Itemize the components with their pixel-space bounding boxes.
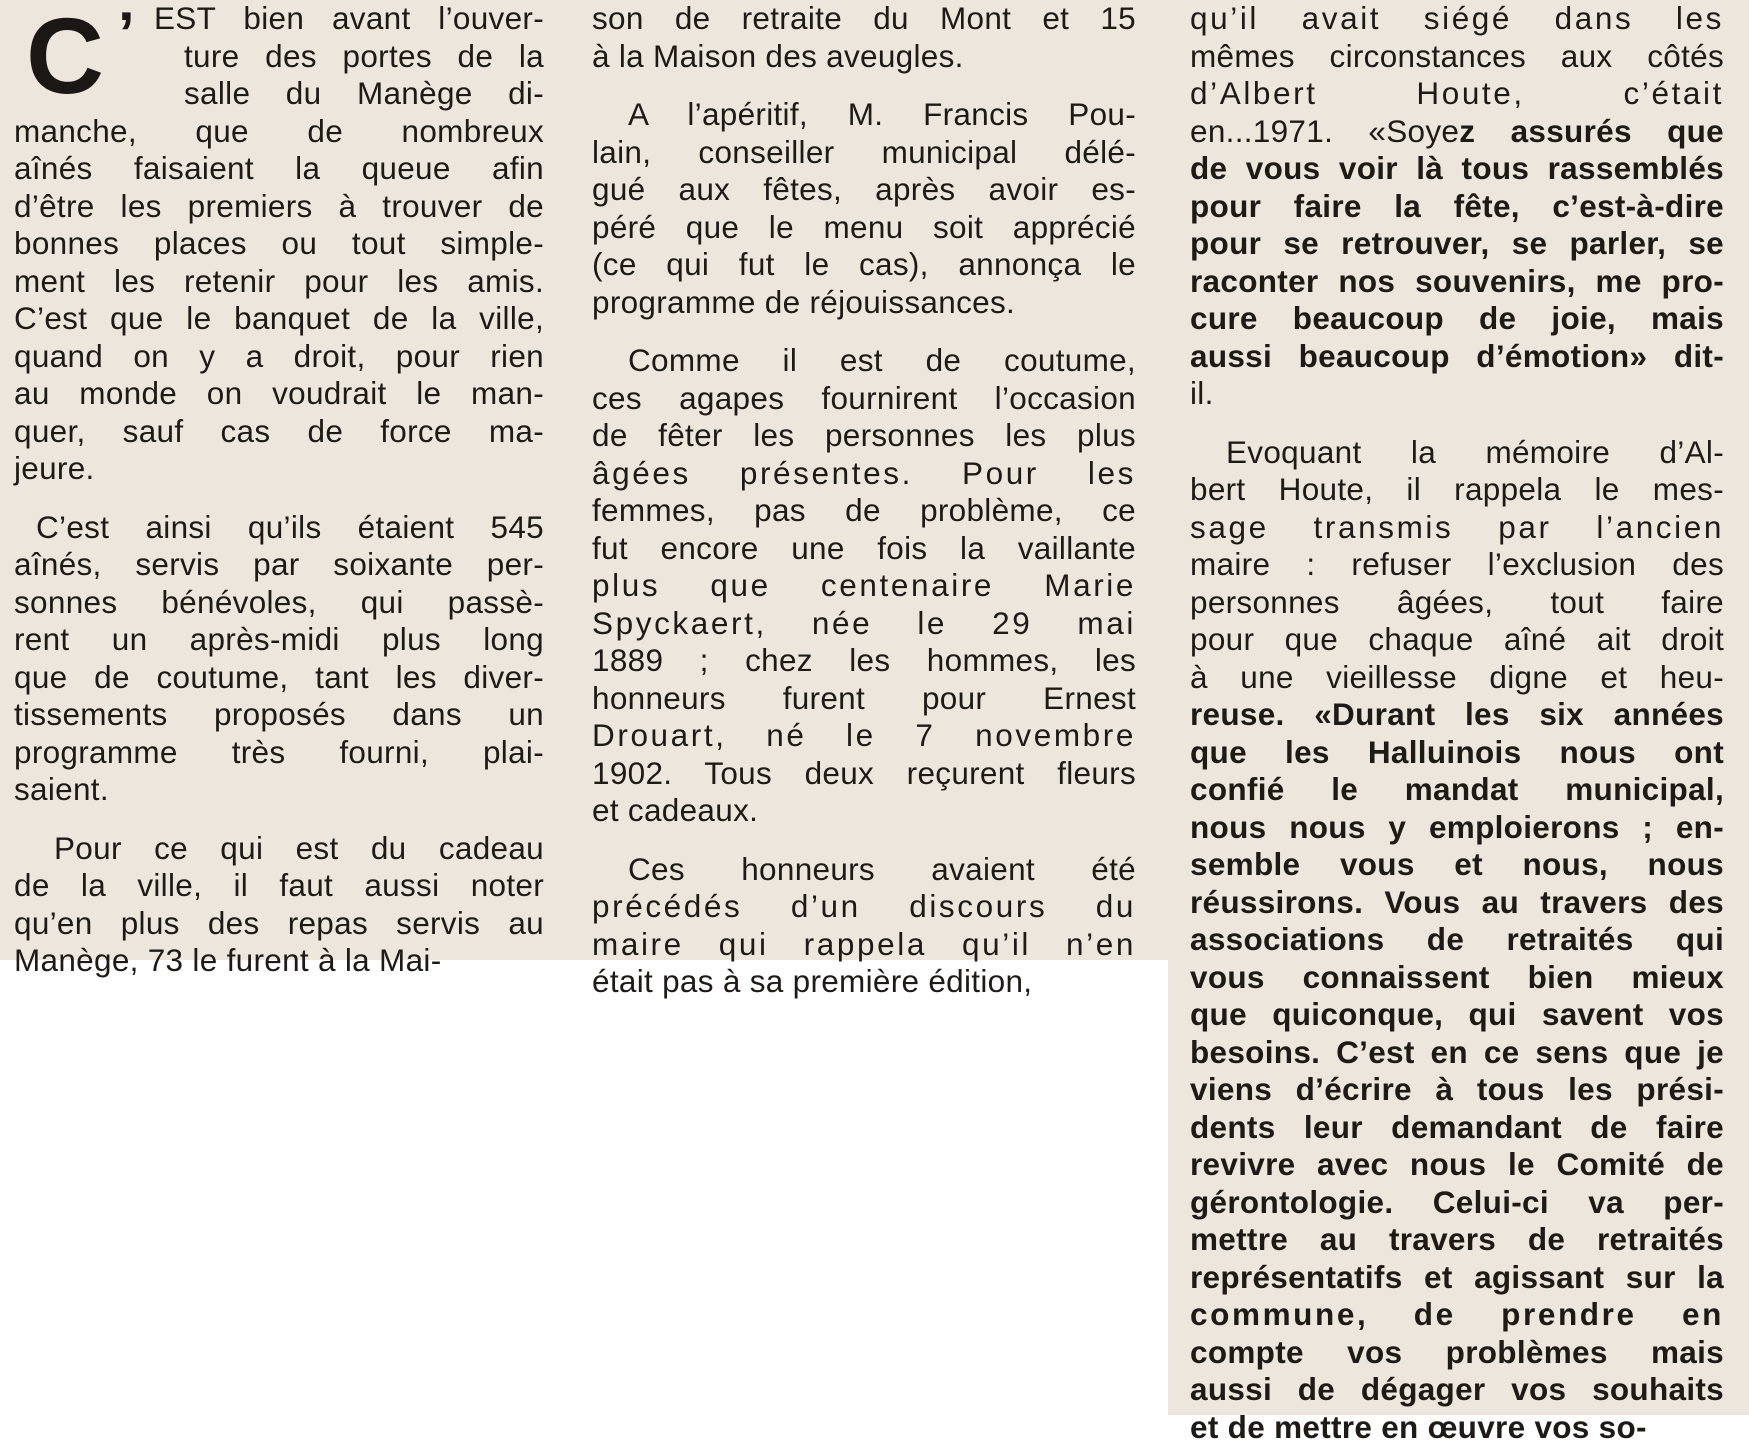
column-3-line: vous connaissent bien mieux xyxy=(1190,959,1724,997)
column-3-line: aussi beaucoup d’émotion» dit- xyxy=(1190,338,1724,376)
column-2-line: maire qui rappela qu’il n’en xyxy=(592,926,1136,964)
column-1-line: Pour ce qui est du cadeau xyxy=(14,830,544,868)
column-3-line: de vous voir là tous rassemblés xyxy=(1190,150,1724,188)
paragraph-gap xyxy=(592,321,1136,342)
column-1-line: au monde on voudrait le man- xyxy=(14,375,544,413)
column-3-line: Evoquant la mémoire d’Al- xyxy=(1190,434,1724,472)
column-3-line: nous nous y emploierons ; en- xyxy=(1190,809,1724,847)
column-2-line: femmes, pas de problème, ce xyxy=(592,492,1136,530)
column-1-line: que de coutume, tant les diver- xyxy=(14,659,544,697)
column-3-line: que les Halluinois nous ont xyxy=(1190,734,1724,772)
paragraph-gap xyxy=(14,809,544,830)
drop-cap-apostrophe: ’ xyxy=(118,4,135,64)
column-3-line: reuse. «Durant les six années xyxy=(1190,696,1724,734)
column-2-line: péré que le menu soit apprécié xyxy=(592,209,1136,247)
column-3-line: qu’il avait siégé dans les xyxy=(1190,0,1724,38)
column-2-line: 1889 ; chez les hommes, les xyxy=(592,642,1136,680)
column-1-line: Manège, 73 le furent à la Mai- xyxy=(14,942,544,980)
column-1-line: tissements proposés dans un xyxy=(14,696,544,734)
column-3-line: pour que chaque aîné ait droit xyxy=(1190,621,1724,659)
paragraph-gap xyxy=(592,830,1136,851)
column-3-line: à une vieillesse digne et heu- xyxy=(1190,659,1724,697)
column-1-line: manche, que de nombreux xyxy=(14,113,544,151)
column-2-line: était pas à sa première édition, xyxy=(592,963,1136,1001)
column-1-line: qu’en plus des repas servis au xyxy=(14,905,544,943)
column-3-line: commune, de prendre en xyxy=(1190,1296,1724,1334)
column-2-line: à la Maison des aveugles. xyxy=(592,38,1136,76)
column-1-line: de la ville, il faut aussi noter xyxy=(14,867,544,905)
column-3-line: mettre au travers de retraités xyxy=(1190,1221,1724,1259)
column-3-line: représentatifs et agissant sur la xyxy=(1190,1259,1724,1297)
column-3-line: réussirons. Vous au travers des xyxy=(1190,884,1724,922)
column-1-line: d’être les premiers à trouver de xyxy=(14,188,544,226)
column-2-line: honneurs furent pour Ernest xyxy=(592,680,1136,718)
column-2-line: Drouart, né le 7 novembre xyxy=(592,717,1136,755)
column-3-line: associations de retraités qui xyxy=(1190,921,1724,959)
column-3-line: pour se retrouver, se parler, se xyxy=(1190,225,1724,263)
column-2-line: fut encore une fois la vaillante xyxy=(592,530,1136,568)
column-2-line: programme de réjouissances. xyxy=(592,284,1136,322)
column-2-line: lain, conseiller municipal délé- xyxy=(592,134,1136,172)
column-3-line: dents leur demandant de faire xyxy=(1190,1109,1724,1147)
column-3-line: sage transmis par l’ancien xyxy=(1190,509,1724,547)
column-1-line: EST bien avant l’ouver- xyxy=(14,0,544,38)
paragraph-gap xyxy=(14,488,544,509)
column-2-line: Ces honneurs avaient été xyxy=(592,851,1136,889)
column-1-line: quer, sauf cas de force ma- xyxy=(14,413,544,451)
paragraph-gap xyxy=(592,75,1136,96)
column-3-line: il. xyxy=(1190,375,1724,413)
column-2-line: de fêter les personnes les plus xyxy=(592,417,1136,455)
column-1-line: jeure. xyxy=(14,450,544,488)
column-3-line: personnes âgées, tout faire xyxy=(1190,584,1724,622)
column-2-line: âgées présentes. Pour les xyxy=(592,455,1136,493)
column-1-line: saient. xyxy=(14,771,544,809)
column-3-line: maire : refuser l’exclusion des xyxy=(1190,546,1724,584)
column-2-line: A l’apéritif, M. Francis Pou- xyxy=(592,96,1136,134)
column-1-line: sonnes bénévoles, qui passè- xyxy=(14,584,544,622)
column-2-line: Comme il est de coutume, xyxy=(592,342,1136,380)
column-3-line: aussi de dégager vos souhaits xyxy=(1190,1371,1724,1409)
article-column-1 xyxy=(14,0,544,980)
paragraph-gap xyxy=(1190,413,1724,434)
column-2-line: 1902. Tous deux reçurent fleurs xyxy=(592,755,1136,793)
column-2-line: (ce qui fut le cas), annonça le xyxy=(592,246,1136,284)
drop-cap: C xyxy=(26,2,104,110)
column-3-line: raconter nos souvenirs, me pro- xyxy=(1190,263,1724,301)
article-column-3 xyxy=(1190,0,1724,1446)
column-2-line: ces agapes fournirent l’occasion xyxy=(592,380,1136,418)
column-2-line: plus que centenaire Marie xyxy=(592,567,1136,605)
column-3-line: confié le mandat municipal, xyxy=(1190,771,1724,809)
column-1-line: ment les retenir pour les amis. xyxy=(14,263,544,301)
column-1-line: programme très fourni, plai- xyxy=(14,734,544,772)
column-2-line: gué aux fêtes, après avoir es- xyxy=(592,171,1136,209)
column-3-line: semble vous et nous, nous xyxy=(1190,846,1724,884)
column-3-line: viens d’écrire à tous les prési- xyxy=(1190,1071,1724,1109)
column-3-line: revivre avec nous le Comité de xyxy=(1190,1146,1724,1184)
column-3-line: bert Houte, il rappela le mes- xyxy=(1190,471,1724,509)
column-2-line: précédés d’un discours du xyxy=(592,888,1136,926)
column-1-line: ture des portes de la xyxy=(14,38,544,76)
column-1-line: salle du Manège di- xyxy=(14,75,544,113)
column-1-line: rent un après-midi plus long xyxy=(14,621,544,659)
column-3-line: en...1971. «Soyez assurés que xyxy=(1190,113,1724,151)
column-3-line: pour faire la fête, c’est-à-dire xyxy=(1190,188,1724,226)
column-3-line: gérontologie. Celui-ci va per- xyxy=(1190,1184,1724,1222)
column-2-line: son de retraite du Mont et 15 xyxy=(592,0,1136,38)
column-3-line: compte vos problèmes mais xyxy=(1190,1334,1724,1372)
column-3-line: que quiconque, qui savent vos xyxy=(1190,996,1724,1034)
column-1-line: bonnes places ou tout simple- xyxy=(14,225,544,263)
column-2-line: Spyckaert, née le 29 mai xyxy=(592,605,1136,643)
article-column-2 xyxy=(592,0,1136,1001)
column-3-line: d’Albert Houte, c’était xyxy=(1190,75,1724,113)
column-3-line: mêmes circonstances aux côtés xyxy=(1190,38,1724,76)
column-3-line: besoins. C’est en ce sens que je xyxy=(1190,1034,1724,1072)
column-2-line: et cadeaux. xyxy=(592,792,1136,830)
column-1-line: aînés faisaient la queue afin xyxy=(14,150,544,188)
column-1-line: C’est ainsi qu’ils étaient 545 xyxy=(14,509,544,547)
column-1-line: aînés, servis par soixante per- xyxy=(14,546,544,584)
column-1-line: quand on y a droit, pour rien xyxy=(14,338,544,376)
column-1-line: C’est que le banquet de la ville, xyxy=(14,300,544,338)
column-3-line: et de mettre en œuvre vos so- xyxy=(1190,1409,1724,1446)
column-3-line: cure beaucoup de joie, mais xyxy=(1190,300,1724,338)
